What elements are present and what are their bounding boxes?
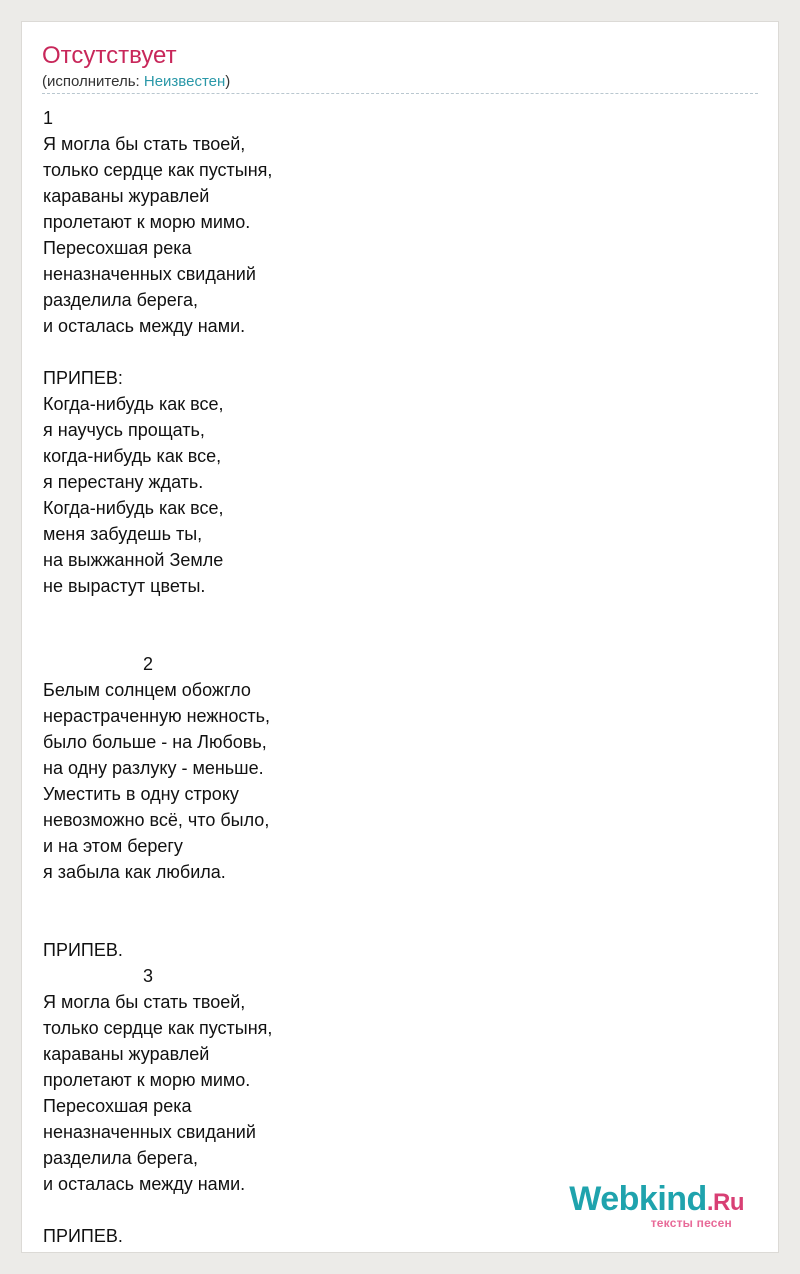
- lyric-line: [43, 1197, 272, 1223]
- lyric-line: Когда-нибудь как все,: [43, 498, 224, 518]
- lyric-line: караваны журавлей: [43, 186, 210, 206]
- lyric-line: Я могла бы стать твоей,: [43, 134, 246, 154]
- logo-tagline: тексты песен: [650, 1216, 732, 1230]
- lyric-line: я научусь прощать,: [43, 420, 205, 440]
- lyric-line: на одну разлуку - меньше.: [43, 758, 264, 778]
- lyric-line: 3: [43, 966, 154, 986]
- lyric-line: Белым солнцем обожгло: [43, 680, 251, 700]
- lyric-line: Уместить в одну строку: [43, 784, 239, 804]
- lyric-line: ПРИПЕВ:: [43, 368, 123, 388]
- lyric-line: ПРИПЕВ.: [43, 1226, 123, 1246]
- lyric-line: меня забудешь ты,: [43, 524, 203, 544]
- lyric-line: ПРИПЕВ.: [43, 940, 123, 960]
- lyric-line: и осталась между нами.: [43, 1174, 246, 1194]
- lyric-line: было больше - на Любовь,: [43, 732, 267, 752]
- lyric-line: пролетают к морю мимо.: [43, 1070, 251, 1090]
- logo-wordmark: [569, 1182, 744, 1220]
- artist-suffix: ): [225, 73, 231, 90]
- lyric-line: и на этом берегу: [43, 836, 183, 856]
- lyric-line: Пересохшая река: [43, 1096, 192, 1116]
- lyric-line: невозможно всё, что было,: [43, 810, 270, 830]
- site-logo[interactable]: [569, 1182, 744, 1230]
- lyric-line: только сердце как пустыня,: [43, 1018, 273, 1038]
- lyric-line: я перестану ждать.: [43, 472, 204, 492]
- lyric-line: [43, 885, 272, 911]
- lyric-line: пролетают к морю мимо.: [43, 212, 251, 232]
- lyrics-text: [43, 105, 272, 1249]
- lyric-line: [43, 625, 272, 651]
- artist-prefix: (исполнитель:: [42, 73, 144, 90]
- lyric-line: нерастраченную нежность,: [43, 706, 270, 726]
- lyric-line: [43, 339, 272, 365]
- lyric-line: неназначенных свиданий: [43, 1122, 256, 1142]
- song-title: Отсутствует: [42, 42, 177, 69]
- lyrics-card: [21, 21, 779, 1253]
- lyric-line: только сердце как пустыня,: [43, 160, 273, 180]
- lyric-line: не вырастут цветы.: [43, 576, 206, 596]
- lyric-line: Я могла бы стать твоей,: [43, 992, 246, 1012]
- lyric-line: разделила берега,: [43, 290, 198, 310]
- lyric-line: неназначенных свиданий: [43, 264, 256, 284]
- lyric-line: я забыла как любила.: [43, 862, 226, 882]
- logo-name: Webkind: [569, 1180, 707, 1218]
- lyric-line: [43, 599, 272, 625]
- lyric-line: и осталась между нами.: [43, 316, 246, 336]
- lyric-line: караваны журавлей: [43, 1044, 210, 1064]
- logo-tld: .Ru: [706, 1189, 744, 1216]
- lyric-line: разделила берега,: [43, 1148, 198, 1168]
- lyric-line: 2: [43, 654, 154, 674]
- lyric-line: [43, 911, 272, 937]
- lyric-line: Пересохшая река: [43, 238, 192, 258]
- lyric-line: когда-нибудь как все,: [43, 446, 222, 466]
- lyric-line: 1: [43, 108, 54, 128]
- artist-name-link[interactable]: Неизвестен: [143, 73, 226, 90]
- artist-line: [42, 72, 230, 92]
- title-divider: [42, 93, 758, 94]
- lyric-line: Когда-нибудь как все,: [43, 394, 224, 414]
- lyric-line: на выжжанной Земле: [43, 550, 224, 570]
